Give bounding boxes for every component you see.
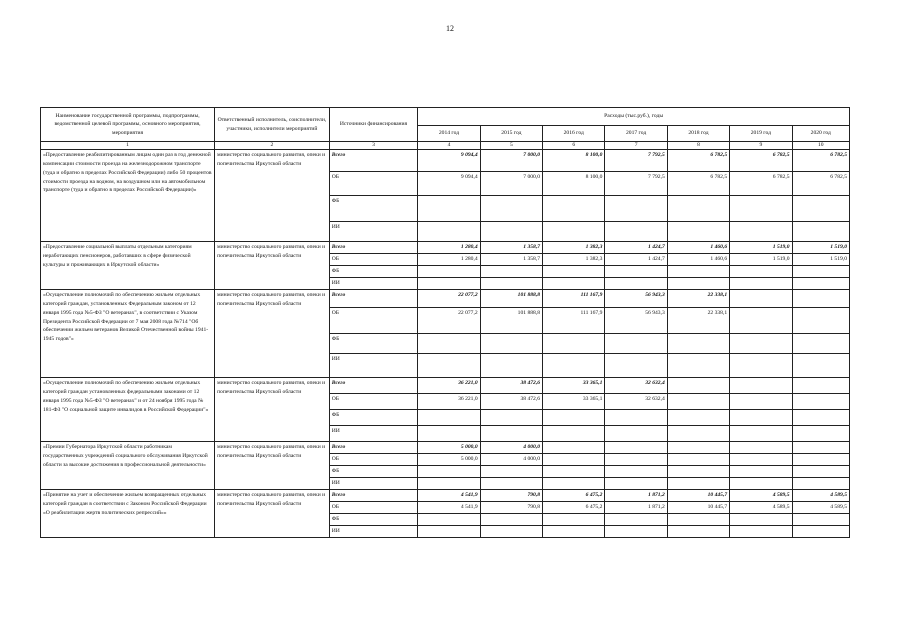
funding-source-ob: ОБ [329, 307, 418, 333]
expense-cell: 9 094,4 [418, 149, 480, 171]
expense-cell: 111 167,9 [543, 307, 605, 333]
expense-cell [730, 409, 792, 425]
expense-cell [730, 277, 792, 289]
column-number: 2 [215, 142, 330, 150]
expense-cell: 1 424,7 [605, 253, 667, 265]
expense-cell: 9 094,4 [418, 171, 480, 195]
expense-cell: 8 100,0 [543, 149, 605, 171]
expense-cell [792, 289, 849, 307]
column-number: 3 [329, 142, 418, 150]
expense-cell [480, 525, 542, 537]
expense-cell [792, 195, 849, 221]
expense-cell: 22 338,1 [667, 289, 729, 307]
program-name: «Принятие на учет и обеспечение жильем возвращенных отдельных категорий граждан в соответствии с Законом Российской Федерации «О реабилитации жертв политических репрессий»» [41, 489, 215, 537]
column-number: 9 [730, 142, 792, 150]
expense-cell [667, 513, 729, 525]
expense-cell [730, 425, 792, 441]
expense-cell: 6 782,5 [730, 171, 792, 195]
expense-cell: 4 541,9 [418, 501, 480, 513]
expense-cell [730, 353, 792, 377]
responsible-executor: министерство социального развития, опеки и попечительства Иркутской области [215, 149, 330, 241]
expense-cell [543, 409, 605, 425]
expense-cell: 790,8 [480, 501, 542, 513]
expense-cell: 1 280,4 [418, 253, 480, 265]
expense-cell: 10 445,7 [667, 489, 729, 501]
expense-cell [605, 409, 667, 425]
expense-cell: 7 000,0 [480, 171, 542, 195]
expense-cell [792, 353, 849, 377]
expense-cell [792, 425, 849, 441]
expense-cell: 33 365,1 [543, 393, 605, 409]
expense-cell [792, 477, 849, 489]
table-row [41, 149, 850, 171]
expense-cell [543, 221, 605, 241]
expense-cell [605, 221, 667, 241]
expense-cell: 4 541,9 [418, 489, 480, 501]
expense-cell: 1 280,4 [418, 241, 480, 253]
table-row [41, 489, 850, 501]
expense-cell: 1 871,2 [605, 489, 667, 501]
expense-cell [418, 525, 480, 537]
expense-cell [730, 195, 792, 221]
expense-cell: 56 943,3 [605, 307, 667, 333]
expense-cell [605, 425, 667, 441]
expense-cell: 5 000,0 [418, 453, 480, 465]
expense-cell [418, 195, 480, 221]
expense-cell [667, 221, 729, 241]
expense-cell [792, 265, 849, 277]
col-name-header: Наименование государственной программы, подпрограммы, ведомственной целевой программы, основного мероприятия, мероприятия [41, 108, 215, 142]
responsible-executor: министерство социального развития, опеки и попечительства Иркутской области [215, 289, 330, 377]
expense-cell [480, 513, 542, 525]
expense-cell [730, 441, 792, 453]
expense-cell: 6 782,5 [792, 149, 849, 171]
expense-cell [605, 353, 667, 377]
expense-cell: 4 589,5 [792, 489, 849, 501]
expense-cell: 101 888,8 [480, 289, 542, 307]
funding-source-total: Всего [329, 289, 418, 307]
expense-cell [667, 277, 729, 289]
funding-source-ii: ИИ [329, 221, 418, 241]
expense-cell: 1 358,7 [480, 253, 542, 265]
expense-cell [543, 353, 605, 377]
expense-cell [480, 195, 542, 221]
expense-cell [605, 525, 667, 537]
page-number: 12 [446, 24, 454, 33]
column-number: 6 [543, 142, 605, 150]
year-header: 2017 год [605, 126, 667, 142]
expense-cell [667, 409, 729, 425]
funding-source-ii: ИИ [329, 277, 418, 289]
expense-cell [730, 289, 792, 307]
funding-source-fb: ФБ [329, 513, 418, 525]
program-name: «Предоставление социальной выплаты отдельным категориям неработающих пенсионеров, работавших в сфере физической культуры и проживающих в Иркутской области» [41, 241, 215, 289]
expense-cell [605, 333, 667, 353]
expense-cell: 36 221,0 [418, 377, 480, 393]
table-row [41, 289, 850, 307]
expense-cell: 38 472,6 [480, 393, 542, 409]
expense-cell [792, 393, 849, 409]
expense-cell [667, 525, 729, 537]
column-number: 7 [605, 142, 667, 150]
year-header: 2019 год [730, 126, 792, 142]
table-row [41, 241, 850, 253]
program-name: «Осуществление полномочий по обеспечению жильем отдельных категорий граждан установленных федеральными законами от 12 января 1995 года №5-ФЗ "О ветеранах" и от 24 ноября 1995 года № 181-ФЗ "О социальной защите инвалидов в Российской Федерации"» [41, 377, 215, 441]
col-expenses-header: Расходы (тыс.руб.), годы [418, 108, 850, 126]
funding-source-ob: ОБ [329, 453, 418, 465]
expense-cell [792, 333, 849, 353]
column-number-row [41, 142, 850, 150]
expense-cell: 8 100,0 [543, 171, 605, 195]
funding-source-ob: ОБ [329, 393, 418, 409]
funding-source-fb: ФБ [329, 265, 418, 277]
expense-cell [480, 277, 542, 289]
expense-cell: 6 782,5 [667, 149, 729, 171]
expense-cell [730, 525, 792, 537]
program-name: «Осуществление полномочий по обеспечению жильем отдельных категорий граждан, установленных Федеральным законом от 12 января 1995 года №5-ФЗ "О ветеранах", в соответствии с Указом Президента Российской Федерации от 7 мая 2008 года №714 "Об обеспечении жильем ветеранов Великой Отечественной войны 1941-1945 годов"» [41, 289, 215, 377]
responsible-executor: министерство социального развития, опеки и попечительства Иркутской области [215, 489, 330, 537]
expense-cell [605, 453, 667, 465]
financing-table [40, 107, 850, 538]
expense-cell: 1 460,6 [667, 241, 729, 253]
expense-cell [667, 265, 729, 277]
expense-cell [730, 307, 792, 333]
expense-cell [543, 465, 605, 477]
col-responsible-header: Ответственный исполнитель, соисполнители, участники, исполнители мероприятий [215, 108, 330, 142]
expense-cell [667, 377, 729, 393]
expense-cell [667, 353, 729, 377]
expense-cell [605, 465, 667, 477]
expense-cell [730, 453, 792, 465]
year-header: 2015 год [480, 126, 542, 142]
expense-cell: 38 472,6 [480, 377, 542, 393]
expense-cell [480, 477, 542, 489]
expense-cell [730, 221, 792, 241]
expense-cell [418, 477, 480, 489]
expense-cell [667, 465, 729, 477]
funding-source-fb: ФБ [329, 465, 418, 477]
expense-cell [730, 265, 792, 277]
expense-cell: 33 365,1 [543, 377, 605, 393]
expense-cell: 36 221,0 [418, 393, 480, 409]
expense-cell: 5 000,0 [418, 441, 480, 453]
expense-cell: 101 888,8 [480, 307, 542, 333]
expense-cell [667, 333, 729, 353]
funding-source-total: Всего [329, 377, 418, 393]
expense-cell: 1 382,3 [543, 253, 605, 265]
expense-cell: 1 871,2 [605, 501, 667, 513]
funding-source-fb: ФБ [329, 333, 418, 353]
expense-cell: 6 782,5 [667, 171, 729, 195]
table-row [41, 441, 850, 453]
expense-cell: 6 782,5 [792, 171, 849, 195]
expense-cell [543, 195, 605, 221]
expense-cell [418, 465, 480, 477]
expense-cell [605, 195, 667, 221]
expense-cell: 4 589,5 [730, 501, 792, 513]
column-number: 5 [480, 142, 542, 150]
expense-cell [418, 221, 480, 241]
expense-cell: 4 000,0 [480, 441, 542, 453]
funding-source-ii: ИИ [329, 525, 418, 537]
expense-cell: 1 424,7 [605, 241, 667, 253]
expense-cell [792, 307, 849, 333]
expense-cell: 6 475,2 [543, 489, 605, 501]
column-number: 1 [41, 142, 215, 150]
expense-cell: 6 475,2 [543, 501, 605, 513]
expense-cell: 4 589,5 [730, 489, 792, 501]
expense-cell [543, 333, 605, 353]
expense-cell [418, 513, 480, 525]
funding-source-fb: ФБ [329, 409, 418, 425]
expense-cell [730, 333, 792, 353]
expense-cell: 7 792,5 [605, 149, 667, 171]
expense-cell [543, 477, 605, 489]
expense-cell: 790,8 [480, 489, 542, 501]
expense-cell [792, 525, 849, 537]
expense-cell [543, 441, 605, 453]
expense-cell: 22 338,1 [667, 307, 729, 333]
expense-cell [730, 465, 792, 477]
column-number: 8 [667, 142, 729, 150]
expense-cell [667, 477, 729, 489]
expense-cell [418, 353, 480, 377]
expense-cell [730, 393, 792, 409]
expense-cell [605, 441, 667, 453]
expense-cell [418, 265, 480, 277]
expense-cell: 1 519,0 [730, 253, 792, 265]
expense-cell [543, 453, 605, 465]
expense-cell [730, 513, 792, 525]
expense-cell: 4 000,0 [480, 453, 542, 465]
table-row [41, 377, 850, 393]
expense-cell [418, 409, 480, 425]
expense-cell [730, 377, 792, 393]
expense-cell [792, 441, 849, 453]
expense-cell [480, 333, 542, 353]
responsible-executor: министерство социального развития, опеки и попечительства Иркутской области [215, 441, 330, 489]
expense-cell [543, 425, 605, 441]
expense-cell [605, 513, 667, 525]
expense-cell: 1 519,0 [792, 241, 849, 253]
expense-cell [543, 525, 605, 537]
funding-source-total: Всего [329, 441, 418, 453]
expense-cell [480, 465, 542, 477]
expense-cell: 1 519,0 [792, 253, 849, 265]
funding-source-ii: ИИ [329, 477, 418, 489]
funding-source-total: Всего [329, 489, 418, 501]
expense-cell [480, 409, 542, 425]
expense-cell: 1 382,3 [543, 241, 605, 253]
year-header: 2020 год [792, 126, 849, 142]
expense-cell [667, 425, 729, 441]
funding-source-fb: ФБ [329, 195, 418, 221]
expense-cell [792, 277, 849, 289]
col-sources-header: Источники финансирования [329, 108, 418, 142]
expense-cell [480, 353, 542, 377]
expense-cell [605, 477, 667, 489]
responsible-executor: министерство социального развития, опеки и попечительства Иркутской области [215, 377, 330, 441]
expense-cell [792, 453, 849, 465]
expense-cell [792, 221, 849, 241]
expense-cell: 1 358,7 [480, 241, 542, 253]
expense-cell [792, 377, 849, 393]
year-header: 2018 год [667, 126, 729, 142]
expense-cell: 22 077,2 [418, 307, 480, 333]
year-header: 2014 год [418, 126, 480, 142]
expense-cell [792, 513, 849, 525]
expense-cell [418, 425, 480, 441]
funding-source-total: Всего [329, 241, 418, 253]
expense-cell [605, 265, 667, 277]
expense-cell [543, 513, 605, 525]
expense-cell: 22 077,2 [418, 289, 480, 307]
expense-cell [667, 441, 729, 453]
expense-cell: 4 589,5 [792, 501, 849, 513]
expense-cell [543, 265, 605, 277]
expense-cell [667, 393, 729, 409]
funding-source-ob: ОБ [329, 171, 418, 195]
expense-cell: 10 445,7 [667, 501, 729, 513]
expense-cell [543, 277, 605, 289]
year-header: 2016 год [543, 126, 605, 142]
responsible-executor: министерство социального развития, опеки и попечительства Иркутской области [215, 241, 330, 289]
expense-cell [480, 221, 542, 241]
expense-cell: 56 943,3 [605, 289, 667, 307]
funding-source-ob: ОБ [329, 501, 418, 513]
expense-cell: 7 792,5 [605, 171, 667, 195]
expense-cell [480, 425, 542, 441]
funding-source-ii: ИИ [329, 353, 418, 377]
expense-cell: 32 632,4 [605, 393, 667, 409]
expense-cell [480, 265, 542, 277]
funding-source-total: Всего [329, 149, 418, 171]
column-number: 4 [418, 142, 480, 150]
funding-source-ob: ОБ [329, 253, 418, 265]
expense-cell [418, 333, 480, 353]
program-name: «Премии Губернатора Иркутской области работникам государственных учреждений социального обслуживания Иркутской области за высокие достижения в профессиональной деятельности» [41, 441, 215, 489]
expense-cell [667, 195, 729, 221]
expense-cell [730, 477, 792, 489]
program-name: «Предоставление реабилитированным лицам один раз в год денежной компенсации стоимости проезда на железнодорожном транспорте (туда и обратно в пределах Российской Федерации) либо 50 процентов стоимости проезда на водном, на воздушном или на автомобильном транспорте (туда и обратно в пределах Российской Федерации)» [41, 149, 215, 241]
funding-source-ii: ИИ [329, 425, 418, 441]
expense-cell [792, 465, 849, 477]
expense-cell: 111 167,9 [543, 289, 605, 307]
expense-cell: 1 460,6 [667, 253, 729, 265]
expense-cell: 1 519,0 [730, 241, 792, 253]
expense-cell [667, 453, 729, 465]
expense-cell [605, 277, 667, 289]
expense-cell [418, 277, 480, 289]
expense-cell: 6 782,5 [730, 149, 792, 171]
expense-cell: 7 000,0 [480, 149, 542, 171]
column-number: 10 [792, 142, 849, 150]
expense-cell [792, 409, 849, 425]
expense-cell: 32 632,4 [605, 377, 667, 393]
